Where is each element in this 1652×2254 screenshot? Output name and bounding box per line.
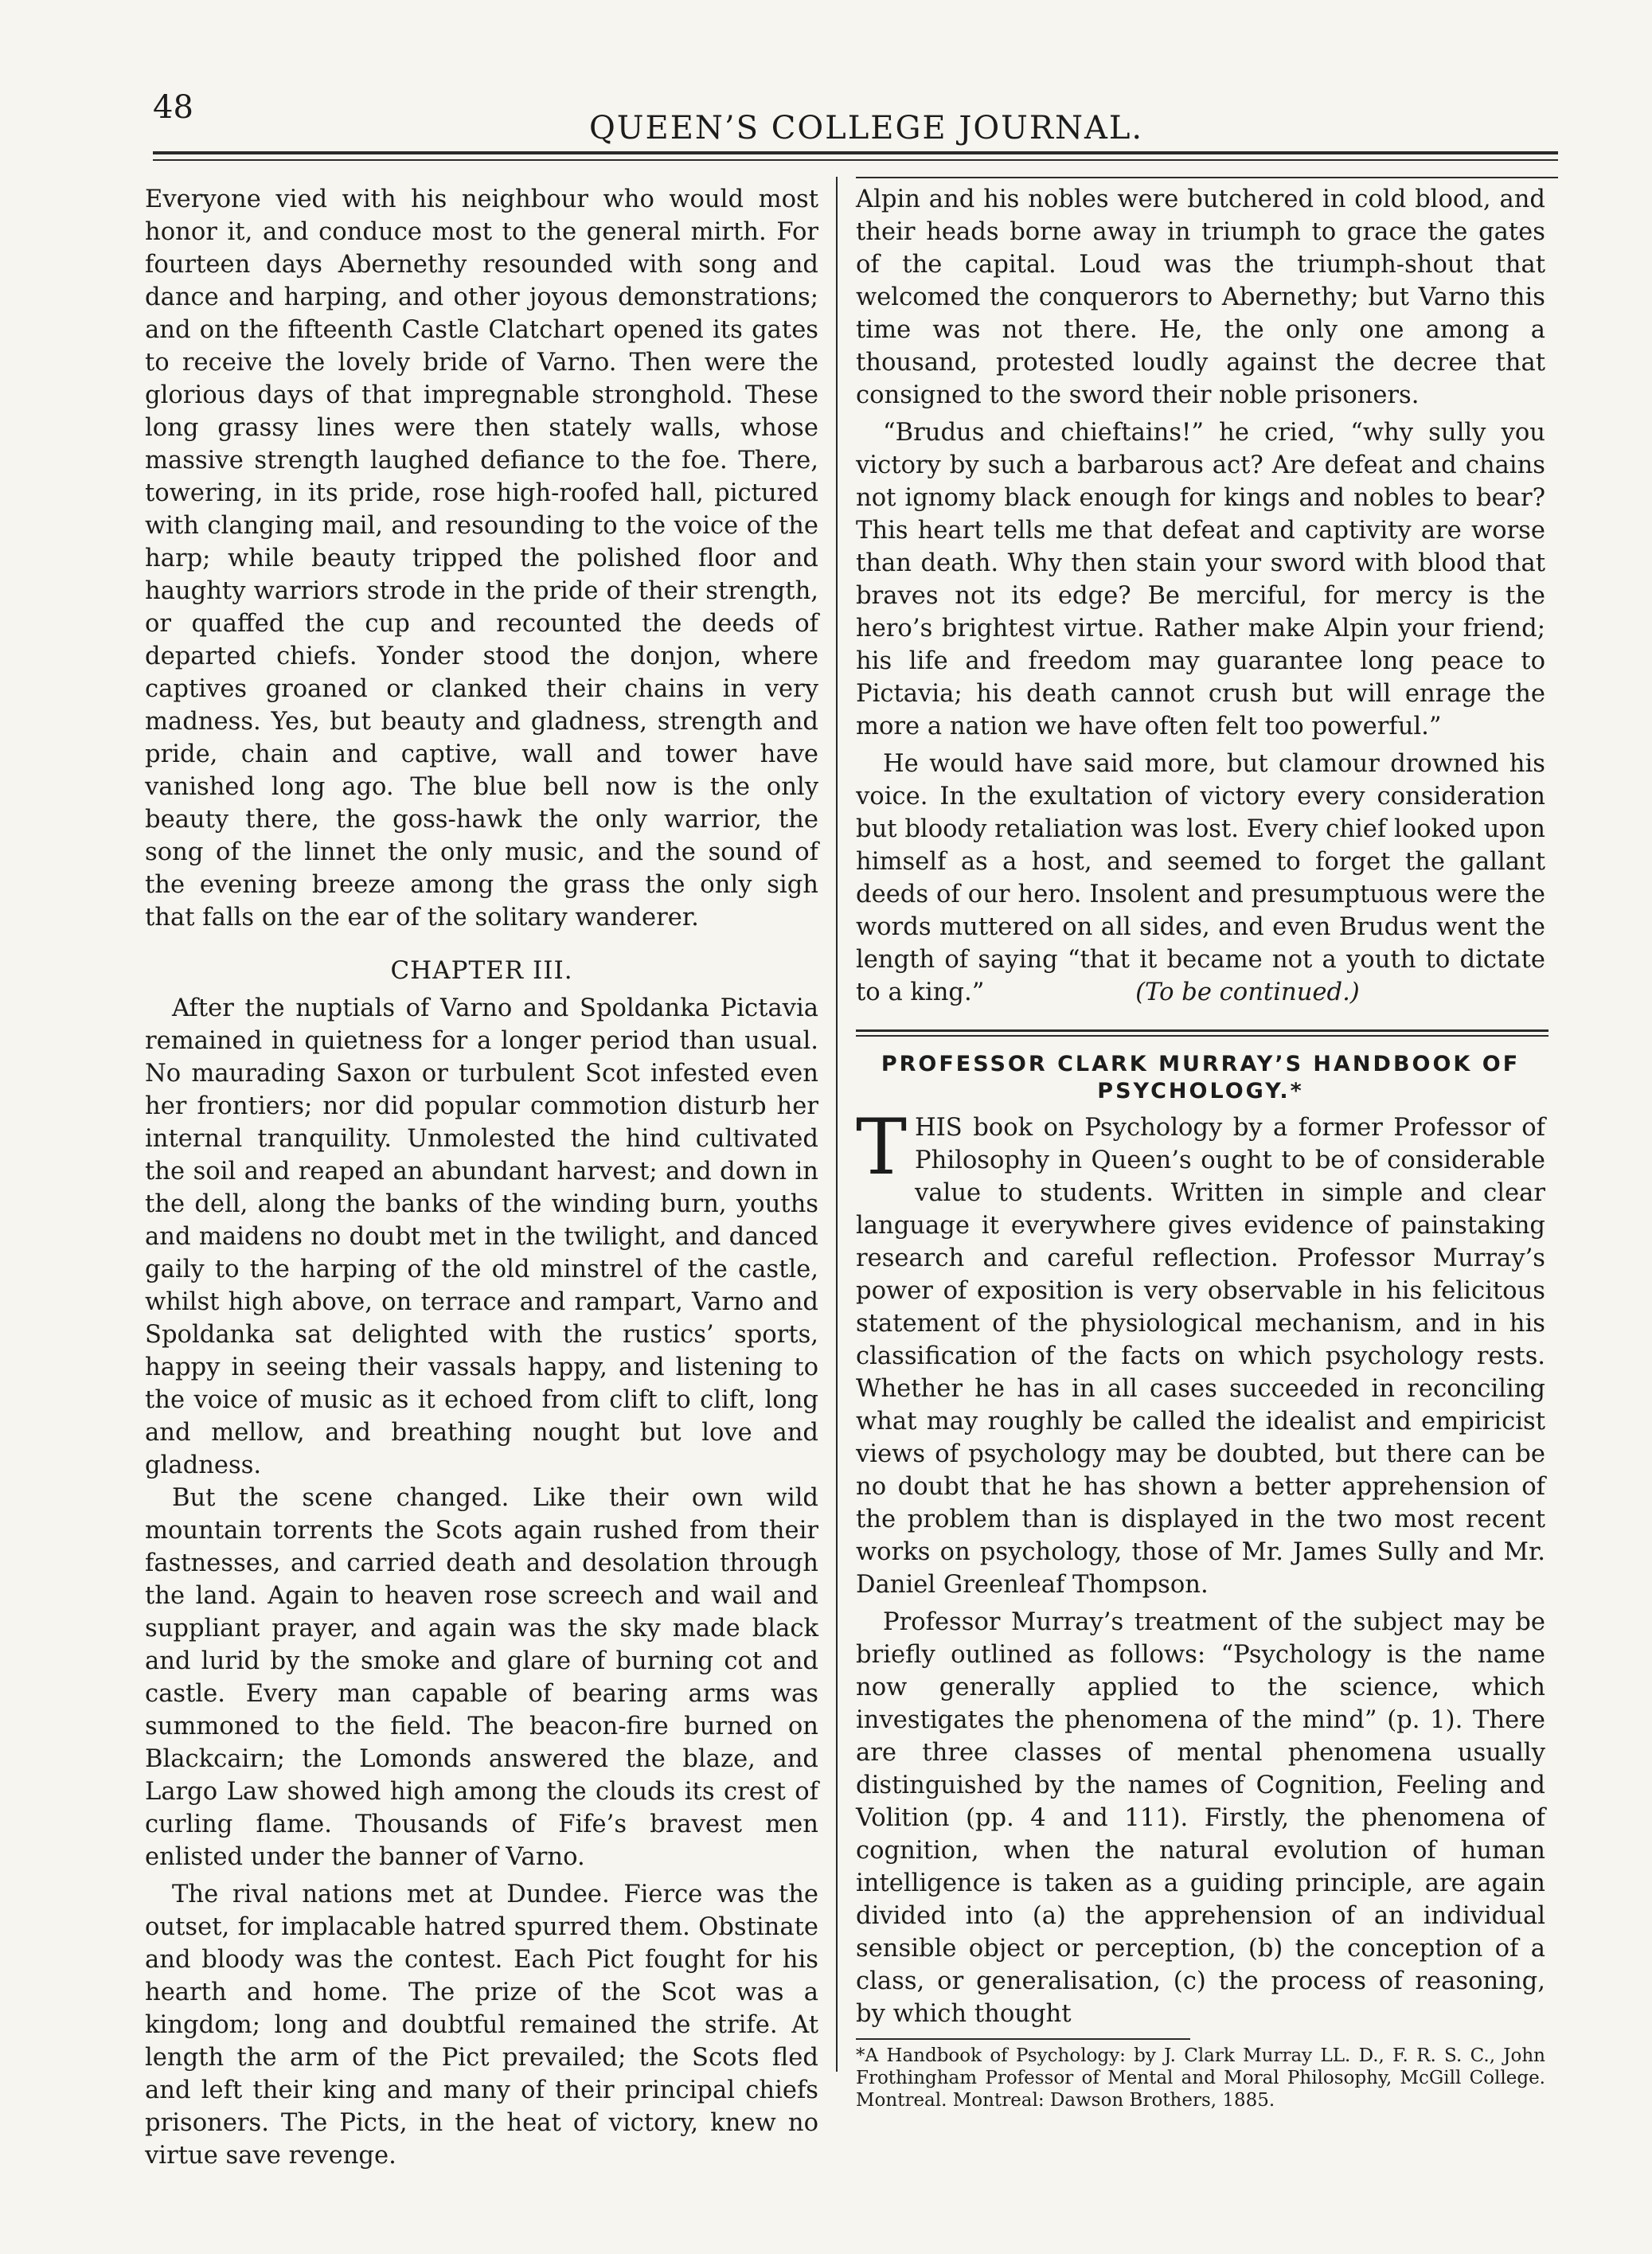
drop-cap: T	[856, 1103, 908, 1192]
paragraph: But the scene changed. Like their own wild mountain torrents the Scots again rushed from their fastnesses, and carried death and desolation through the land. Again to heaven rose screech and wail and suppliant prayer, and again was the sky made black and lurid by the smoke and glare of burning cot and castle. Every man capable of bearing arms was summoned to the field. The beacon-fire burned on Blackcairn; the Lomonds answered the blaze, and Largo Law showed high among the clouds its crest of curling flame. Thousands of Fife’s bravest men enlisted under the banner of Varno.	[145, 1484, 818, 1871]
paragraph: Everyone vied with his neighbour who would most honor it, and conduce most to the general mirth. For fourteen days Abernethy resounded with song and dance and harping, and other joyous demonstrations; and on the fifteenth Castle Clatchart opened its gates to receive the lovely bride of Varno. Then were the glorious days of that impregnable stronghold. These long grassy lines were then stately walls, whose massive strength laughed defiance to the foe. There, towering, in its pride, rose high-roofed hall, pictured with clanging mail, and resounding to the voice of the harp; while beauty tripped the polished floor and haughty warriors strode in the pride of their strength, or quaffed the cup and recounted the deeds of departed chiefs. Yonder stood the donjon, where captives groaned or clanked their chains in very madness. Yes, but beauty and gladness, strength and pride, chain and captive, wall and tower have vanished long ago. The blue bell now is the only beauty there, the goss-hawk the only warrior, the song of the linnet the only music, and the sound of the evening breeze among the grass the only sigh that falls on the ear of the solitary wanderer.	[145, 186, 818, 932]
header-rule-thin	[153, 159, 1558, 161]
header-rule	[153, 151, 1558, 154]
paragraph: “Brudus and chieftains!” he cried, “why sully you victory by such a barbarous act? Are defeat and chains not ignomy black enough for kings and nobles to bear? This heart tells me that defeat and captivity are worse than death. Why then stain your sword with blood that braves not its edge? Be merciful, for mercy is the hero’s brightest virtue. Rather make Alpin your friend; his life and freedom may guarantee long peace to Pictavia; his death cannot crush but will enrage the more a nation we have often felt too powerful.”	[856, 419, 1545, 740]
right-column	[856, 183, 1545, 2111]
paragraph: Alpin and his nobles were butchered in cold blood, and their heads borne away in triumph to grace the gates of the capital. Loud was the triumph-shout that welcomed the conquerors to Abernethy; but Varno this time was not there. He, the only one among a thousand, protested loudly against the decree that consigned to the sword their noble prisoners.	[856, 186, 1545, 409]
chapter-heading: CHAPTER III.	[390, 956, 573, 985]
article-text: HIS book on Psychology by a former Professor of Philosophy in Queen’s ought to be of considerable value to students. Written in simple and clear language it everywhere gives evidence of painstaking research and careful reflection. Professor Murray’s power of exposition is very observable in his felicitous statement of the physiological mechanism, and in his classification of the facts on which psychology rests. Whether he has in all cases succeeded in reconciling what may roughly be called the idealist and empiricist views of psychology may be doubted, but there can be no doubt that he has shown a better apprehension of the problem than is displayed in the two most recent works on psychology, those of Mr. James Sully and Mr. Daniel Greenleaf Thompson.	[856, 1114, 1545, 1599]
to-be-continued: (To be continued.)	[1135, 979, 1360, 1006]
paragraph: After the nuptials of Varno and Spoldanka Pictavia remained in quietness for a longer period than usual. No maurading Saxon or turbulent Scot infested even her frontiers; nor did popular commotion disturb her internal tranquility. Unmolested the hind cultivated the soil and reaped an abundant harvest; and down in the dell, along the banks of the winding burn, youths and maidens no doubt met in the twilight, and danced gaily to the harping of the old minstrel of the castle, whilst high above, on terrace and rampart, Varno and Spoldanka sat delighted with the rustics’ sports, happy in seeing their vassals happy, and listening to the voice of music as it echoed from clift to clift, long and mellow, and breathing nought but love and gladness.	[145, 994, 818, 1479]
paragraph: The rival nations met at Dundee. Fierce was the outset, for implacable hatred spurred them. Obstinate and bloody was the contest. Each Pict fought for his hearth and home. The prize of the Scot was a kingdom; long and doubtful remained the strife. At length the arm of the Pict prevailed; the Scots fled and left their king and many of their principal chiefs prisoners. The Picts, in the heat of victory, knew no virtue save revenge.	[145, 1881, 818, 2170]
article-paragraph: Professor Murray’s treatment of the subject may be briefly outlined as follows: “Psychology is the name now generally applied to the science, which investigates the phenomena of the mind” (p. 1). There are three classes of mental phenomena usually distinguished by the names of Cognition, Feeling and Volition (pp. 4 and 111). Firstly, the phenomena of cognition, when the natural evolution of human intelligence is taken as a guiding principle, are again divided into (a) the apprehension of an individual sensible object or perception, (b) the conception of a class, or generalisation, (c) the process of reasoning, by which thought	[856, 1608, 1545, 2028]
section-rule-thin	[856, 1035, 1549, 1037]
right-column-top-rule	[856, 177, 1558, 178]
column-divider	[836, 177, 838, 2072]
page-number: 48	[153, 89, 193, 126]
journal-title: QUEEN’S COLLEGE JOURNAL.	[589, 110, 1144, 146]
article-title: PROFESSOR CLARK MURRAY’S HANDBOOK OF PSYCHOLOGY.*	[881, 1052, 1521, 1104]
footnote: *A Handbook of Psychology: by J. Clark Murray LL. D., F. R. S. C., John Frothingham Professor of Mental and Moral Philosophy, McGill College. Montreal. Montreal: Dawson Brothers, 1885.	[856, 2045, 1545, 2111]
paragraph-text: He would have said more, but clamour drowned his voice. In the exultation of victory every consideration but bloody retaliation was lost. Every chief looked upon himself as a host, and seemed to forget the gallant deeds of our hero. Insolent and presumptuous were the words muttered on all sides, and even Brudus went the length of saying “that it became not a youth to dictate to a king.”	[856, 750, 1545, 1006]
section-rule	[856, 1029, 1549, 1032]
footnote-rule	[856, 2038, 1190, 2040]
article-paragraph	[856, 1103, 1545, 1601]
left-column	[145, 183, 818, 2172]
paragraph	[856, 748, 1545, 1009]
